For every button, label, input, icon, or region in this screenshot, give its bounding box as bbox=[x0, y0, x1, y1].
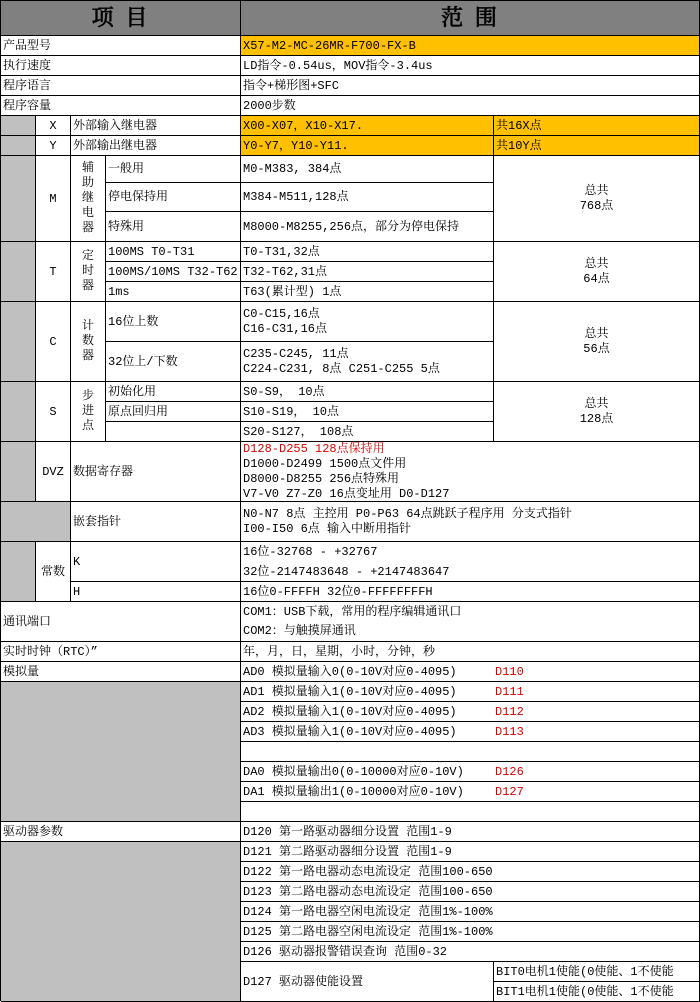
m-vertical-label: 辅 助 继 电 器 bbox=[71, 156, 106, 242]
lang-value: 指令+梯形图+SFC bbox=[241, 76, 700, 96]
c-symbol: C bbox=[36, 302, 71, 382]
c-vertical-label: 计 数 器 bbox=[71, 302, 106, 382]
m-item-value: M0-M383, 384点 bbox=[241, 156, 494, 183]
dvz-gray bbox=[1, 442, 36, 502]
s-gray bbox=[1, 382, 36, 442]
lang-label: 程序语言 bbox=[1, 76, 241, 96]
const-h-value: 16位0-FFFFH 32位0-FFFFFFFFH bbox=[241, 582, 700, 602]
x-value: X00-X07，X10-X17. bbox=[241, 116, 494, 136]
nest-value: N0-N7 8点 主控用 P0-P63 64点跳跃子程序用 分支式指针 I00-I50 6点 输入中断用指针 bbox=[241, 502, 700, 542]
capacity-value: 2000步数 bbox=[241, 96, 700, 116]
comm-label: 通讯端口 bbox=[1, 602, 241, 642]
analog-register: D110 bbox=[495, 664, 524, 679]
analog-text: AD2 模拟量输入1(0-10V对应0-4095) bbox=[243, 704, 457, 719]
c-item-label: 32位上/下数 bbox=[106, 342, 241, 382]
analog-row bbox=[241, 662, 700, 682]
y-value: Y0-Y7，Y10-Y11. bbox=[241, 136, 494, 156]
analog-blank bbox=[241, 802, 700, 822]
t-gray bbox=[1, 242, 36, 302]
const-k: K bbox=[71, 542, 241, 582]
model-label: 产品型号 bbox=[1, 36, 241, 56]
nest-label: 嵌套指针 bbox=[71, 502, 241, 542]
header-range: 范 围 bbox=[241, 1, 700, 36]
capacity-label: 程序容量 bbox=[1, 96, 241, 116]
analog-text: DA0 模拟量输出0(0-10000对应0-10V) bbox=[243, 764, 464, 779]
x-total: 共16X点 bbox=[494, 116, 700, 136]
s-symbol: S bbox=[36, 382, 71, 442]
analog-gray bbox=[1, 682, 241, 822]
t-item-label: 100MS T0-T31 bbox=[106, 242, 241, 262]
t-item-value: T0-T31,32点 bbox=[241, 242, 494, 262]
s-item-value: S0-S9， 10点 bbox=[241, 382, 494, 402]
t-item-label: 1ms bbox=[106, 282, 241, 302]
driver-label: 驱动器参数 bbox=[1, 822, 241, 842]
s-item-label: 原点回归用 bbox=[106, 402, 241, 422]
model-value: X57-M2-MC-26MR-F700-FX-B bbox=[241, 36, 700, 56]
comm-value: COM1：USB下载，常用的程序编辑通讯口 COM2：与触摸屏通讯 bbox=[241, 602, 700, 642]
analog-row bbox=[241, 722, 700, 742]
analog-row bbox=[241, 682, 700, 702]
y-symbol: Y bbox=[36, 136, 71, 156]
rtc-label: 实时时钟（RTC）” bbox=[1, 642, 241, 662]
dvz-file-range: D1000-D2499 1500点文件用 bbox=[243, 456, 407, 471]
s-item-label bbox=[106, 422, 241, 442]
analog-text: AD1 模拟量输入1(0-10V对应0-4095) bbox=[243, 684, 457, 699]
driver-gray bbox=[1, 842, 241, 1002]
speed-label: 执行速度 bbox=[1, 56, 241, 76]
dvz-symbol: DVZ bbox=[36, 442, 71, 502]
s-item-value: S10-S19， 10点 bbox=[241, 402, 494, 422]
dvz-line-2: D8000-D8255 256点特殊用 bbox=[243, 471, 400, 486]
m-item-label: 一般用 bbox=[106, 156, 241, 183]
c-total: 总共 56点 bbox=[494, 302, 700, 382]
analog-label: 模拟量 bbox=[1, 662, 241, 682]
analog-register: D127 bbox=[495, 784, 524, 799]
m-symbol: M bbox=[36, 156, 71, 242]
analog-register: D126 bbox=[495, 764, 524, 779]
c-item-value: C0-C15,16点 C16-C31,16点 bbox=[241, 302, 494, 342]
dvz-hold-range: D128-D255 128点保持用 bbox=[243, 442, 385, 456]
m-item-value: M8000-M8255,256点，部分为停电保持 bbox=[241, 212, 494, 242]
driver-row: D123 第二路电器动态电流设定 范围100-650 bbox=[241, 882, 700, 902]
y-label: 外部输出继电器 bbox=[71, 136, 241, 156]
rtc-value: 年，月，日，星期，小时，分钟，秒 bbox=[241, 642, 700, 662]
x-symbol: X bbox=[36, 116, 71, 136]
m-item-value: M384-M511,128点 bbox=[241, 183, 494, 212]
const-h: H bbox=[71, 582, 241, 602]
dvz-line-1 bbox=[243, 442, 406, 472]
driver-bit0: BIT0电机1使能(0使能、1不使能 bbox=[494, 962, 700, 982]
y-total: 共10Y点 bbox=[494, 136, 700, 156]
s-total: 总共 128点 bbox=[494, 382, 700, 442]
t-symbol: T bbox=[36, 242, 71, 302]
y-gray bbox=[1, 136, 36, 156]
const-k-value: 16位-32768 - +32767 32位-2147483648 - +2147483647 bbox=[241, 542, 700, 582]
t-total: 总共 64点 bbox=[494, 242, 700, 302]
driver-row: D124 第一路电器空闲电流设定 范围1%-100% bbox=[241, 902, 700, 922]
const-gray bbox=[1, 542, 36, 602]
nest-gray bbox=[1, 502, 71, 542]
driver-enable: D127 驱动器使能设置 bbox=[241, 962, 494, 1002]
t-item-value: T63(累计型) 1点 bbox=[241, 282, 494, 302]
analog-text: AD3 模拟量输入1(0-10V对应0-4095) bbox=[243, 724, 457, 739]
m-item-label: 停电保持用 bbox=[106, 183, 241, 212]
driver-row: D122 第一路电器动态电流设定 范围100-650 bbox=[241, 862, 700, 882]
s-vertical-label: 步 进 点 bbox=[71, 382, 106, 442]
analog-register: D113 bbox=[495, 724, 524, 739]
dvz-label: 数据寄存器 bbox=[71, 442, 241, 502]
m-gray bbox=[1, 156, 36, 242]
dvz-line-3: V7-V0 Z7-Z0 16点变址用 D0-D127 bbox=[243, 486, 450, 501]
c-gray bbox=[1, 302, 36, 382]
analog-register: D112 bbox=[495, 704, 524, 719]
const-label: 常数 bbox=[36, 542, 71, 602]
driver-row: D121 第二路驱动器细分设置 范围1-9 bbox=[241, 842, 700, 862]
analog-register: D111 bbox=[495, 684, 524, 699]
x-gray bbox=[1, 116, 36, 136]
driver-row: D120 第一路驱动器细分设置 范围1-9 bbox=[241, 822, 700, 842]
dvz-value bbox=[241, 442, 700, 502]
analog-row bbox=[241, 762, 700, 782]
analog-text: DA1 模拟量输出1(0-10000对应0-10V) bbox=[243, 784, 464, 799]
x-label: 外部输入继电器 bbox=[71, 116, 241, 136]
t-vertical-label: 定 时 器 bbox=[71, 242, 106, 302]
analog-row bbox=[241, 702, 700, 722]
analog-text: AD0 模拟量输入0(0-10V对应0-4095) bbox=[243, 664, 457, 679]
driver-row: D126 驱动器报警错误查询 范围0-32 bbox=[241, 942, 700, 962]
analog-row bbox=[241, 742, 700, 762]
speed-value: LD指令-0.54us，MOV指令-3.4us bbox=[241, 56, 700, 76]
m-total: 总共 768点 bbox=[494, 156, 700, 242]
c-item-value: C235-C245, 11点 C224-C231, 8点 C251-C255 5点 bbox=[241, 342, 494, 382]
s-item-label: 初始化用 bbox=[106, 382, 241, 402]
t-item-label: 100MS/10MS T32-T62 bbox=[106, 262, 241, 282]
header-item: 项 目 bbox=[1, 1, 241, 36]
t-item-value: T32-T62,31点 bbox=[241, 262, 494, 282]
c-item-label: 16位上数 bbox=[106, 302, 241, 342]
driver-row: D125 第二路电器空闲电流设定 范围1%-100% bbox=[241, 922, 700, 942]
driver-bit1: BIT1电机1使能(0使能、1不使能 bbox=[494, 982, 700, 1002]
s-item-value: S20-S127， 108点 bbox=[241, 422, 494, 442]
analog-row bbox=[241, 782, 700, 802]
m-item-label: 特殊用 bbox=[106, 212, 241, 242]
